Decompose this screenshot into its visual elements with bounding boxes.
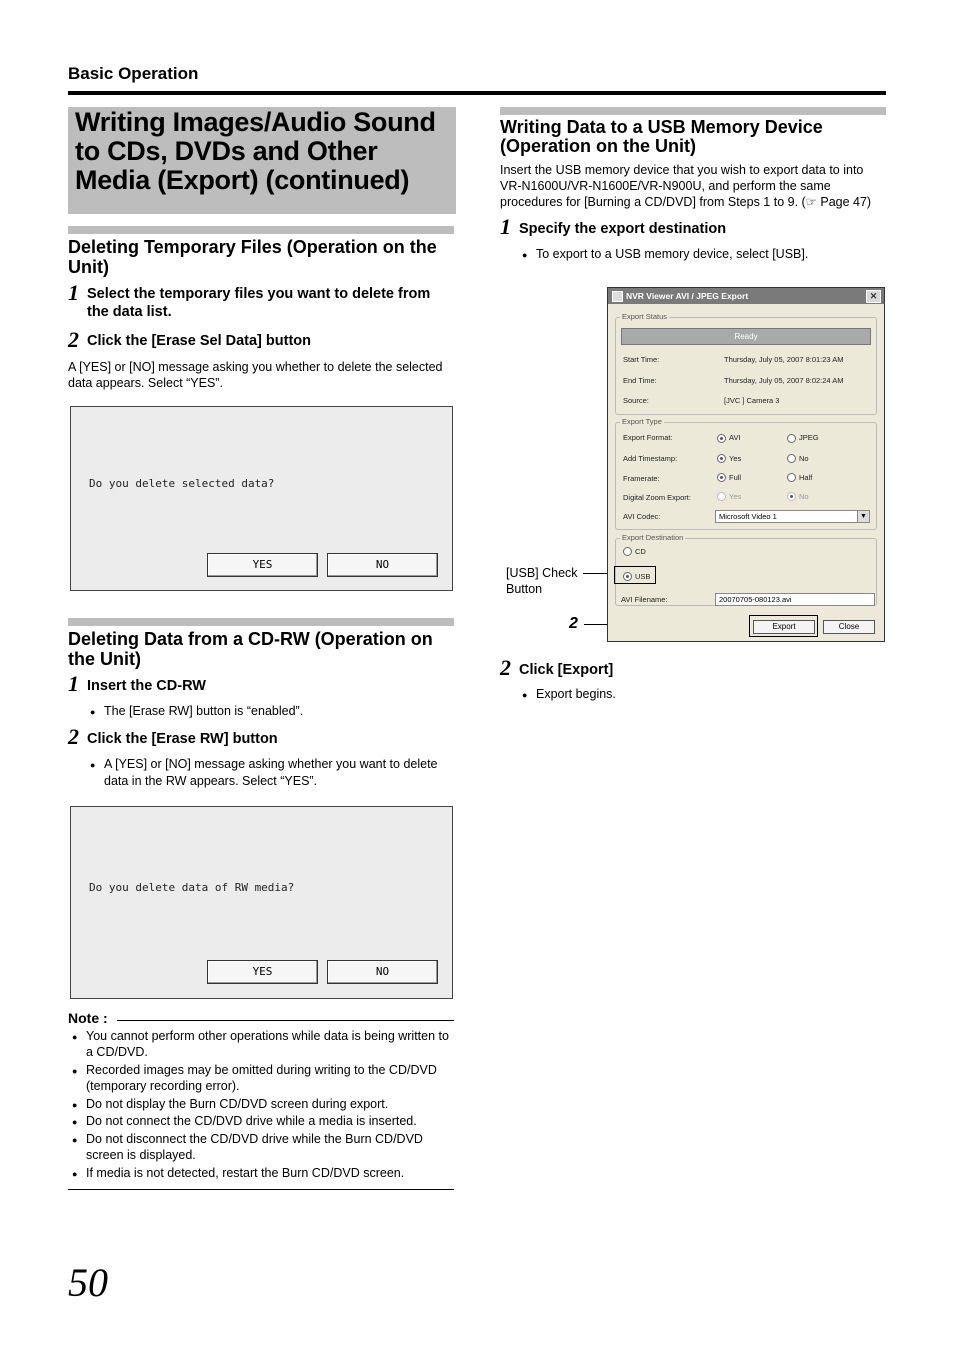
step-text: Insert the CD-RW — [87, 678, 206, 694]
page-number: 50 — [68, 1260, 108, 1305]
note-item: ● Do not connect the CD/DVD drive while a media is inserted. — [86, 1113, 454, 1129]
bullet-item: ● To export to a USB memory device, select [USB]. — [536, 246, 876, 263]
app-icon — [612, 291, 623, 302]
framerate-label: Framerate: — [623, 474, 660, 483]
step-text: Select the temporary files you want to delete from the data list. — [87, 286, 431, 320]
section-bar — [500, 107, 886, 115]
yes-button[interactable]: YES — [207, 553, 318, 577]
no-button[interactable]: NO — [327, 960, 438, 984]
step-number: 2 — [500, 655, 511, 680]
chevron-down-icon[interactable]: ▼ — [857, 511, 869, 522]
avi-label: AVI — [729, 433, 741, 442]
step-number: 1 — [68, 671, 79, 696]
note-item: ● Do not disconnect the CD/DVD drive while the Burn CD/DVD screen is displayed. — [86, 1131, 454, 1163]
avi-radio[interactable] — [717, 434, 726, 443]
filename-input[interactable]: 20070705-080123.avi — [715, 593, 875, 606]
delete-selected-dialog — [70, 406, 453, 591]
framerate-half-label: Half — [799, 473, 813, 482]
export-highlight — [749, 615, 818, 637]
step-text: Specify the export destination — [519, 221, 727, 237]
dialog-message: Do you delete data of RW media? — [89, 881, 295, 894]
filename-label: AVI Filename: — [621, 595, 668, 604]
usb-highlight — [614, 566, 656, 584]
section-heading: Deleting Data from a CD-RW (Operation on the Unit) — [68, 629, 433, 669]
jpeg-label: JPEG — [799, 433, 819, 442]
timestamp-no-radio[interactable] — [787, 454, 796, 463]
group-title: Export Status — [622, 312, 668, 321]
end-label: End Time: — [623, 376, 657, 385]
status-bar: Ready — [621, 328, 871, 345]
format-label: Export Format: — [623, 433, 673, 442]
timestamp-yes-radio[interactable] — [717, 454, 726, 463]
body-text: A [YES] or [NO] message asking you whether to delete the selected data appears. Select “YES”. — [68, 360, 443, 390]
section-bar — [68, 618, 454, 626]
zoom-no-label: No — [799, 492, 809, 501]
note-label: Note : — [68, 1010, 108, 1026]
callout-number: 2 — [569, 615, 578, 632]
export-button[interactable]: Export — [753, 620, 815, 634]
cd-label: CD — [635, 547, 646, 556]
timestamp-label: Add Timestamp: — [623, 454, 678, 463]
close-button[interactable]: Close — [823, 620, 875, 634]
usb-label: USB — [635, 572, 651, 581]
framerate-full-label: Full — [729, 473, 742, 482]
bullet-item: ● Export begins. — [536, 686, 876, 703]
delete-rw-dialog — [70, 806, 453, 999]
start-label: Start Time: — [623, 355, 660, 364]
codec-select[interactable] — [715, 510, 870, 523]
header-rule — [68, 91, 886, 95]
zoom-yes-radio[interactable] — [717, 492, 726, 501]
source-label: Source: — [623, 396, 649, 405]
step-number: 2 — [68, 327, 79, 352]
section-heading: Writing Data to a USB Memory Device (Operation on the Unit) — [500, 117, 823, 156]
timestamp-yes-label: Yes — [729, 454, 742, 463]
section-heading: Deleting Temporary Files (Operation on the Unit) — [68, 237, 437, 277]
note-item: ● If media is not detected, restart the Burn CD/DVD screen. — [86, 1165, 454, 1181]
page-title: Writing Images/Audio Sound to CDs, DVDs and Other Media (Export) (continued) — [75, 107, 436, 195]
cd-radio[interactable] — [623, 547, 632, 556]
bullet-item: ● A [YES] or [NO] message asking whether you want to delete data in the RW appears. Select “YES”. — [104, 756, 444, 790]
section-label: Basic Operation — [68, 64, 199, 83]
usb-callout-label: [USB] Check Button — [506, 566, 578, 596]
note-bottom-rule — [68, 1189, 454, 1190]
start-value: Thursday, July 05, 2007 8:01:23 AM — [724, 355, 844, 364]
codec-value: Microsoft Video 1 — [719, 512, 777, 521]
section-bar — [68, 226, 454, 234]
end-value: Thursday, July 05, 2007 8:02:24 AM — [724, 376, 844, 385]
zoom-yes-label: Yes — [729, 492, 742, 501]
framerate-full-radio[interactable] — [717, 473, 726, 482]
no-button[interactable]: NO — [327, 553, 438, 577]
note-item: ● Do not display the Burn CD/DVD screen during export. — [86, 1096, 454, 1112]
export-window — [607, 287, 885, 642]
body-text: Insert the USB memory device that you wish to export data to into VR-N1600U/VR-N1600E/VR-N900U, and perform the same procedures for [Burning a CD/DVD] from Steps 1 to 9. (☞ Page 47) — [500, 163, 872, 209]
step-number: 2 — [68, 724, 79, 749]
zoom-no-radio[interactable] — [787, 492, 796, 501]
group-title: Export Type — [622, 417, 662, 426]
dialog-message: Do you delete selected data? — [89, 477, 275, 490]
note-rule — [117, 1020, 454, 1021]
window-titlebar — [608, 288, 884, 304]
step-number: 1 — [68, 280, 79, 305]
step-text: Click the [Erase RW] button — [87, 731, 278, 747]
bullet-item: ● The [Erase RW] button is “enabled”. — [104, 703, 444, 720]
source-value: [JVC ] Camera 3 — [724, 396, 780, 405]
yes-button[interactable]: YES — [207, 960, 318, 984]
zoom-label: Digital Zoom Export: — [623, 493, 691, 502]
title-box — [68, 107, 456, 214]
jpeg-radio[interactable] — [787, 434, 796, 443]
note-item: ● Recorded images may be omitted during writing to the CD/DVD (temporary recording error). — [86, 1062, 454, 1094]
step-text: Click the [Erase Sel Data] button — [87, 333, 311, 349]
note-item: ● You cannot perform other operations while data is being written to a CD/DVD. — [86, 1028, 454, 1060]
step-number: 1 — [500, 214, 511, 239]
framerate-half-radio[interactable] — [787, 473, 796, 482]
group-title: Export Destination — [622, 533, 684, 542]
timestamp-no-label: No — [799, 454, 809, 463]
step-text: Click [Export] — [519, 662, 614, 678]
codec-label: AVI Codec: — [623, 512, 661, 521]
window-title: NVR Viewer AVI / JPEG Export — [626, 291, 749, 301]
close-icon[interactable]: ✕ — [866, 290, 881, 303]
